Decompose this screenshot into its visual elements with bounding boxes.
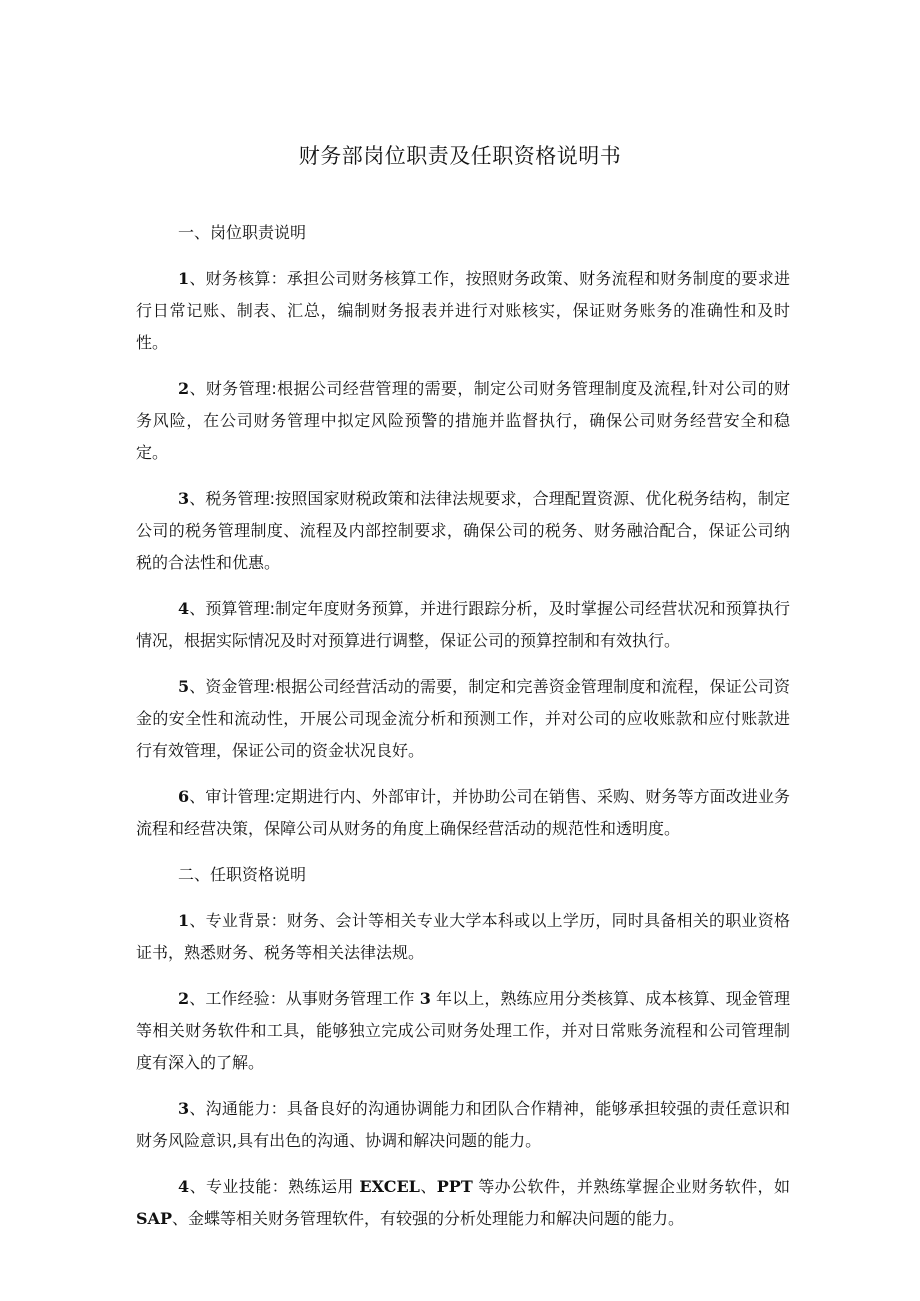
document-body bbox=[136, 217, 790, 1249]
item-number: 2 bbox=[178, 989, 190, 1008]
years-value: 3 bbox=[419, 989, 431, 1008]
item-text: 、审计管理:定期进行内、外部审计，并协助公司在销售、采购、财务等方面改进业务流程和经营决策，保障公司从财务的角度上确保经营活动的规范性和透明度。 bbox=[136, 787, 790, 838]
qualification-paragraph-2 bbox=[136, 983, 790, 1079]
item-text: 等办公软件，并熟练掌握企业财务软件，如 bbox=[478, 1177, 790, 1196]
software-excel: EXCEL bbox=[359, 1177, 420, 1196]
item-text: 、资金管理:根据公司经营活动的需要，制定和完善资金管理制度和流程，保证公司资金的安全性和流动性，开展公司现金流分析和预测工作，并对公司的应收账款和应付账款进行有效管理，保证公司的资金状况良好。 bbox=[136, 677, 790, 760]
item-text: 、专业背景：财务、会计等相关专业大学本科或以上学历，同时具备相关的职业资格证书，熟悉财务、税务等相关法律法规。 bbox=[136, 911, 790, 962]
item-number: 3 bbox=[178, 489, 190, 508]
qualification-paragraph-4 bbox=[136, 1171, 790, 1235]
item-number: 4 bbox=[178, 599, 190, 618]
item-number: 5 bbox=[178, 677, 190, 696]
item-text: 、财务核算：承担公司财务核算工作，按照财务政策、财务流程和财务制度的要求进行日常记账、制表、汇总，编制财务报表并进行对账核实，保证财务账务的准确性和及时性。 bbox=[136, 269, 790, 352]
item-text: 、沟通能力：具备良好的沟通协调能力和团队合作精神，能够承担较强的责任意识和财务风险意识,具有出色的沟通、协调和解决问题的能力。 bbox=[136, 1099, 790, 1150]
duty-paragraph-5 bbox=[136, 671, 790, 767]
qualification-paragraph-1 bbox=[136, 905, 790, 969]
duty-paragraph-2 bbox=[136, 373, 790, 469]
duty-paragraph-3 bbox=[136, 483, 790, 579]
duty-paragraph-6 bbox=[136, 781, 790, 845]
item-text: 、财务管理:根据公司经营管理的需要，制定公司财务管理制度及流程,针对公司的财务风险，在公司财务管理中拟定风险预警的措施并监督执行，确保公司财务经营安全和稳定。 bbox=[136, 379, 790, 462]
item-text: 、金蝶等相关财务管理软件，有较强的分析处理能力和解决问题的能力。 bbox=[172, 1209, 685, 1228]
software-sap: SAP bbox=[136, 1209, 172, 1228]
qualification-paragraph-3 bbox=[136, 1093, 790, 1157]
item-number: 4 bbox=[178, 1177, 190, 1196]
item-number: 1 bbox=[178, 911, 190, 930]
item-text: 、预算管理:制定年度财务预算，并进行跟踪分析，及时掌握公司经营状况和预算执行情况，根据实际情况及时对预算进行调整，保证公司的预算控制和有效执行。 bbox=[136, 599, 790, 650]
item-number: 3 bbox=[178, 1099, 190, 1118]
item-text: 、工作经验：从事财务管理工作 bbox=[189, 989, 415, 1008]
item-number: 6 bbox=[178, 787, 190, 806]
section1-heading: 一、岗位职责说明 bbox=[178, 223, 307, 242]
duty-paragraph-4 bbox=[136, 593, 790, 657]
item-text: 、专业技能：熟练运用 bbox=[189, 1177, 354, 1196]
section2-heading: 二、任职资格说明 bbox=[178, 865, 307, 884]
separator: 、 bbox=[419, 1177, 437, 1196]
duty-paragraph-1 bbox=[136, 263, 790, 359]
software-ppt: PPT bbox=[436, 1177, 473, 1196]
document-title: 财务部岗位职责及任职资格说明书 bbox=[298, 144, 622, 168]
item-text: 、税务管理:按照国家财税政策和法律法规要求，合理配置资源、优化税务结构，制定公司的税务管理制度、流程及内部控制要求，确保公司的税务、财务融洽配合，保证公司纳税的合法性和优惠。 bbox=[136, 489, 790, 572]
item-number: 1 bbox=[178, 269, 190, 288]
item-text: 年以上，熟练应用分类核算、成本核算、现金管理等相关财务软件和工具，能够独立完成公司财务处理工作，并对日常账务流程和公司管理制度有深入的了解。 bbox=[136, 989, 790, 1072]
item-number: 2 bbox=[178, 379, 190, 398]
